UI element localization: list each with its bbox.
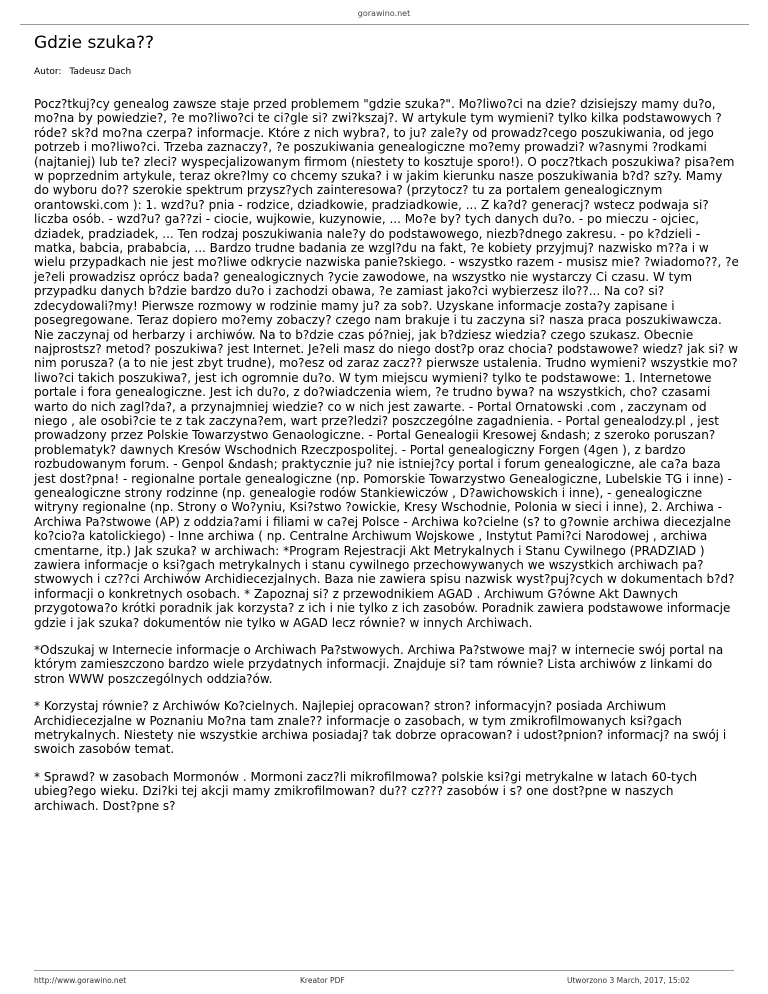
site-header: gorawino.net bbox=[357, 9, 411, 18]
footer-url[interactable]: http://www.gorawino.net bbox=[34, 976, 127, 985]
header-divider bbox=[20, 24, 749, 25]
footer-divider bbox=[34, 970, 734, 971]
article-title: Gdzie szuka?? bbox=[34, 33, 155, 53]
author-name: Tadeusz Dach bbox=[69, 67, 132, 77]
body-paragraph: * Korzystaj równie? z Archiwów Ko?cielnych. Najlepiej opracowan? stron? informacyjn? posiada Archiwum Archidiecezjalne w Poznaniu Mo?na tam znale?? informacje o zasobach, w tym zmikrofilmowanych ksi?gach metrykalnych. Niestety nie wszystkie archiwa posiadaj? tak dobrze opracowan? i udost?pnion? informacj? na swój i swoich zasobów temat. bbox=[34, 699, 727, 757]
body-paragraph: *Odszukaj w Internecie informacje o Archiwach Pa?stwowych. Archiwa Pa?stwowe maj? w internecie swój portal na którym zamieszczono bardzo wiele przydatnych informacji. Znajduje si? tam równie? Lista archiwów z linkami do stron WWW poszczególnych oddzia?ów. bbox=[34, 643, 724, 686]
body-paragraph: Pocz?tkuj?cy genealog zawsze staje przed problemem "gdzie szuka?". Mo?liwo?ci na dzie? dzisiejszy mamy du?o, mo?na by powiedzie?, ?e mo?liwo?ci te ci?gle si? zwi?kszaj?. W artykule tym wymieni? tylko kilka podstawowych ?róde? sk?d mo?na czerpa? informacje. Które z nich wybra?, to ju? zale?y od prowadz?cego poszukiwania, od jego potrzeb i mo?liwo?ci. Trzeba zaznaczy?, ?e poszukiwania genealogiczne mo?emy prowadzi? w?asnymi ?rodkami (najtaniej) lub te? zleci? wyspecjalizowanym firmom (niestety to kosztuje sporo!). O pocz?tkach poszukiwa? pisa?em w poprzednim artykule, teraz okre?lmy co chcemy szuka? i w jakim kierunku nasze poszukiwania b?d? sz?y. Mamy do wyboru do?? szerokie spektrum przysz?ych zainteresowa? (przytocz? tu za portalem genealogicznym orantowski.com ): 1. wzd?u? pnia - rodzice, dziadkowie, pradziadkowie, ... Z ka?d? generacj? wstecz podwaja si? liczba osób. - wzd?u? ga??zi - ciocie, wujkowie, kuzynowie, ... Mo?e by? tych danych du?o. - po mieczu - ojciec, dziadek, pradziadek, ... Ten rodzaj poszukiwania nale?y do podstawowego, niezb?dnego zakresu. - po k?dzieli - matka, babcia, prababcia, ... Bardzo trudne badania ze wzgl?du na fakt, ?e kobiety przyjmuj? nazwisko m??a i w wielu przypadkach nie jest mo?liwe odkrycie nazwiska panie?skiego. - wszystko razem - musisz mie? ?wiadomo??, ?e je?eli prowadzisz oprócz bada? genealogicznych ?ycie zawodowe, na wszystko nie wystarczy Ci czasu. W tym przypadku danych b?dzie bardzo du?o i zachodzi obawa, ?e zamiast jako?ci wybierzesz ilo??... Na co? si? zdecydowali?my! Pierwsze rozmowy w rodzinie mamy ju? za sob?. Uzyskane informacje zosta?y zapisane i posegregowane. Teraz dopiero mo?emy zobaczy? czego nam brakuje i tu zaczyna si? nasza praca poszukiwawcza. Nie zaczynaj od herbarzy i archiwów. Na to b?dzie czas pó?niej, jak b?dziesz wiedzia? czego szukasz. Obecnie najprostsz? metod? poszukiwa? jest Internet. Je?eli masz do niego dost?p oraz chocia? podstawowe? wiedz? jak si? w nim porusza? (a to nie jest zbyt trudne), mo?esz od zaraz zacz?? pierwsze ustalenia. Trudno wymieni? wszystkie mo?liwo?ci takich poszukiwa?, jest ich ogromnie du?o. W tym miejscu wymieni? tylko te podstawowe: 1. Internetowe portale i fora genealogiczne. Jest ich du?o, z do?wiadczenia wiem, ?e trudno bywa? na wszystkich, cho? czasami warto do nich zagl?da?, a przynajmniej wiedzie? co w nich jest zawarte. - Portal Ornatowski .com , zaczynam od niego , ale osobi?cie te z tak zaczyna?em, wart prze?ledzi? poszczególne zagadnienia. - Portal genealodzy.pl , jest prowadzony przez Polskie Towarzystwo Genaologiczne. - Portal Genealogii Kresowej &ndash; z szeroko poruszan? problematyk? dawnych Kresów Wschodnich Rzeczpospolitej. - Portal genealogiczny Forgen (4gen ), z bardzo rozbudowanym forum. - Genpol &ndash; praktycznie ju? nie istniej?cy portal i forum genealogiczne, ale ca?a baza jest dost?pna! - regionalne portale genealogiczne (np. Pomorskie Towarzystwo Genealogiczne, Lubelskie TG i inne) - genealogiczne strony rodzinne (np. genealogie rodów Stankiewiczów , D?awichowskich i inne), - genealogiczne witryny regionalne (np. Strony o Wo?yniu, Ksi?stwo ?owickie, Kresy Wschodnie, Polonia w sieci i inne), 2. Archiwa - Archiwa Pa?stwowe (AP) z oddzia?ami i filiami w ca?ej Polsce - Archiwa ko?cielne (s? to g?ownie archiwa diecezjalne ko?cio?a katolickiego) - Inne archiwa ( np. Centralne Archiwum Wojskowe , Instytut Pami?ci Narodowej , archiwa cmentarne, itp.) Jak szuka? w archiwach: *Program Rejestracji Akt Metrykalnych i Stanu Cywilnego (PRADZIAD ) zawiera informacje o ksi?gach metrykalnych i stanu cywilnego przechowywanych we wszystkich archiwach pa?stwowych i cz??ci Archiwów Archidiecezjalnych. Baza nie zawiera spisu nazwisk wyst?puj?cych w dokumentach b?d? informacji o konkretnych osobach. * Zapoznaj si? z przewodnikiem AGAD . Archiwum G?ówne Akt Dawnych przygotowa?o krótki poradnik jak korzysta? z ich i nie tylko z ich zasobów. Poradnik zawiera podstawowe informacje gdzie i jak szuka? dokumentów nie tylko w AGAD lecz równie? w innych Archiwach. bbox=[34, 97, 739, 630]
footer-created-date: Utworzono 3 March, 2017, 15:02 bbox=[567, 976, 690, 985]
author-line bbox=[34, 67, 131, 77]
author-label: Autor: bbox=[34, 67, 62, 77]
article-body bbox=[34, 97, 740, 813]
body-paragraph: * Sprawd? w zasobach Mormonów . Mormoni zacz?li mikrofilmowa? polskie ksi?gi metrykalne w latach 60-tych ubieg?ego wieku. Dzi?ki tej akcji mamy zmikrofilmowan? du?? cz??? zasobów i s? one dost?pne w naszych archiwach. Dost?pne s? bbox=[34, 769, 698, 813]
footer-generator: Kreator PDF bbox=[300, 976, 345, 985]
